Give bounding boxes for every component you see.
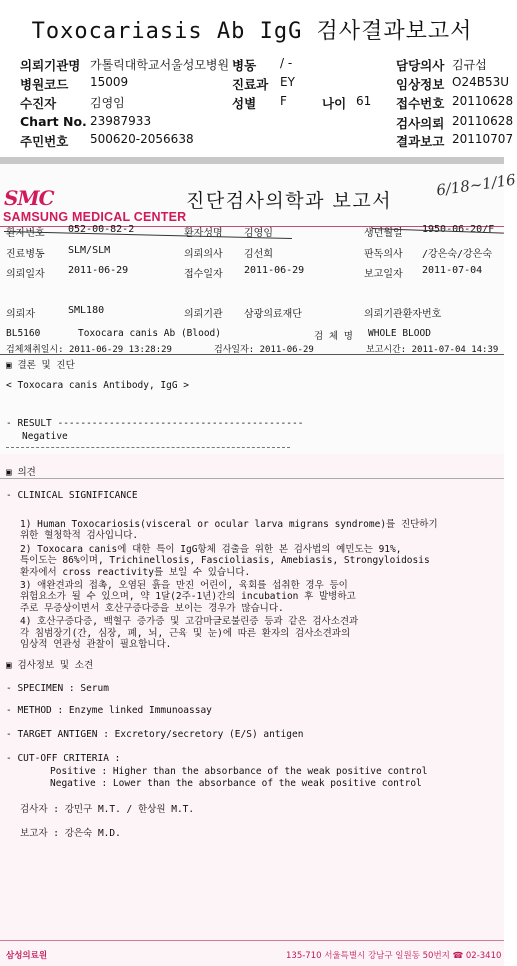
clinical-item-line: 주로 무증상이면서 호산구증다증을 보이는 경우가 많습니다.	[20, 602, 284, 614]
summary-value: 김영임	[90, 96, 125, 110]
footer-rule	[0, 940, 504, 941]
section-info: ▣ 검사정보 및 소견	[6, 660, 94, 671]
clinical-significance: - CLINICAL SIGNIFICANCE	[6, 490, 138, 501]
tester-line: 검사자 : 강민구 M.T. / 한상원 M.T.	[20, 804, 195, 815]
antibody-title: < Toxocara canis Antibody, IgG >	[6, 380, 190, 391]
patient-id-label: 환자번호	[6, 228, 45, 239]
ward-label: 진료병동	[6, 249, 45, 260]
summary-label: 접수번호	[396, 96, 445, 111]
summary-value: F	[280, 94, 287, 108]
target-line: - TARGET ANTIGEN : Excretory/secretory (E/S) antigen	[6, 729, 304, 740]
section-opinion: ▣ 의견	[6, 467, 36, 478]
specimen-line: - SPECIMEN : Serum	[6, 683, 109, 694]
receipt-date: 2011-06-29	[244, 265, 305, 276]
institution-label: 의뢰기관	[184, 309, 223, 320]
report-title: 진단검사의학과 보고서	[186, 190, 393, 212]
birthdate-label: 생년월일	[364, 228, 403, 239]
summary-value: EY	[280, 75, 295, 89]
requester-label: 의뢰자	[6, 309, 35, 320]
clinical-item-line: 4) 호산구증다증, 백혈구 증가증 및 고감마글로불린증 등과 같은 검사소견과	[20, 616, 359, 628]
handwritten-note: 6/18~1/16	[435, 170, 517, 200]
summary-value: 20110628	[452, 94, 514, 108]
doctor-label: 의뢰의사	[184, 249, 223, 260]
summary-label: 병원코드	[20, 77, 69, 92]
clinical-item-line: 위험요소가 될 수 있으며, 약 1달(2주-1년)간의 incubation 후 발병하고	[20, 591, 356, 603]
summary-value: 23987933	[90, 114, 152, 128]
rule	[0, 478, 504, 479]
hospital-name: SAMSUNG MEDICAL CENTER	[3, 210, 187, 224]
summary-value: 15009	[90, 75, 129, 89]
institution: 삼광의료재단	[244, 309, 302, 320]
summary-label: Chart No.	[20, 114, 87, 129]
test-name: Toxocara canis Ab (Blood)	[78, 328, 221, 339]
summary-label: 검사의뢰	[396, 116, 445, 131]
patient-id: 052-00-82-2	[68, 224, 135, 235]
clinical-item-line: 2) Toxocara canis에 대한 특이 IgG항체 검출을 위한 본 검사법의 예민도는 91%,	[20, 543, 402, 555]
method-line: - METHOD : Enzyme linked Immunoassay	[6, 705, 212, 716]
reader: /강은숙/강은숙	[422, 249, 493, 260]
summary-label: 담당의사	[396, 58, 445, 73]
test-code: BL5160	[6, 328, 41, 339]
summary-value: 김규섭	[452, 58, 487, 72]
birthdate: 1950-06-20/F	[422, 224, 495, 235]
rule	[6, 447, 290, 448]
summary-value: O24B53U	[452, 75, 509, 89]
test-date: 검사일자: 2011-06-29	[214, 345, 314, 355]
summary-label: 임상정보	[396, 77, 445, 92]
doctor: 김선희	[244, 249, 273, 260]
page-title: Toxocariasis Ab IgG 검사결과보고서	[31, 19, 473, 44]
rule	[0, 354, 504, 355]
report-date: 2011-07-04	[422, 265, 483, 276]
summary-value: 500620-2056638	[90, 132, 194, 146]
result-value: Negative	[22, 431, 68, 442]
summary-label: 수진자	[20, 96, 57, 111]
patient-name-label: 환자성명	[184, 228, 223, 239]
negative-criteria: Negative : Lower than the absorbance of the weak positive control	[50, 778, 422, 789]
clinical-item-line: 3) 애완견과의 접촉, 오염된 흙을 만진 어린이, 육회를 섭취한 경우 등이	[20, 580, 348, 591]
section-conclusion: ▣ 결론 및 진단	[6, 360, 75, 371]
summary-value: / -	[280, 56, 293, 70]
report-date-label: 보고일자	[364, 269, 403, 280]
patient-name: 김영임	[244, 228, 273, 239]
cutoff-line: - CUT-OFF CRITERIA :	[6, 753, 121, 764]
specimen-label: 검 체 명	[314, 331, 353, 342]
institution-patient-no-label: 의뢰기관환자번호	[364, 309, 442, 320]
footer-hospital: 삼성의료원	[6, 951, 48, 961]
summary-header	[0, 0, 514, 156]
clinical-item-line: 환자에서 cross reactivity를 보일 수 있습니다.	[20, 566, 251, 578]
summary-label: 성별	[232, 96, 257, 111]
divider	[0, 157, 504, 164]
positive-criteria: Positive : Higher than the absorbance of the weak positive control	[50, 766, 428, 777]
clinical-item-line: 위한 혈청학적 검사입니다.	[20, 530, 139, 542]
reporter-line: 보고자 : 강은숙 M.D.	[20, 828, 121, 839]
summary-label: 의뢰기관명	[20, 58, 81, 73]
lab-report	[0, 164, 517, 966]
smc-logo: SMC	[4, 186, 54, 210]
summary-label: 병동	[232, 58, 257, 73]
clinical-item-line: 임상적 연관성 관찰이 필요합니다.	[20, 639, 172, 650]
collect-time: 검체채취일시: 2011-06-29 13:28:29	[6, 345, 172, 355]
footer-address: 135-710 서울특별시 강남구 일원동 50번지 ☎ 02-3410	[286, 951, 502, 961]
ward: SLM/SLM	[68, 245, 111, 256]
summary-label: 나이	[322, 96, 347, 111]
clinical-item-line: 각 침범장기(간, 심장, 폐, 뇌, 근육 및 눈)에 따른 환자의 검사소견과의	[20, 627, 351, 639]
summary-label: 진료과	[232, 77, 269, 92]
receipt-date-label: 접수일자	[184, 269, 223, 280]
summary-label: 주민번호	[20, 134, 69, 149]
summary-value: 61	[356, 94, 372, 108]
clinical-item-line: 1) Human Toxocariosis(visceral or ocular larva migrans syndrome)를 진단하기	[20, 519, 438, 530]
specimen-name: WHOLE BLOOD	[368, 328, 431, 339]
requester: SML180	[68, 305, 105, 316]
reader-label: 판독의사	[364, 249, 403, 260]
summary-value: 가톨릭대학교서울성모병원	[90, 58, 230, 72]
summary-value: 20110707	[452, 132, 514, 146]
clinical-item-line: 특이도는 86%이며, Trichinellosis, Fascioliasis, Amebiasis, Strongyloidosis	[20, 555, 430, 567]
summary-value: 20110628	[452, 114, 514, 128]
request-date: 2011-06-29	[68, 265, 129, 276]
report-time: 보고시간: 2011-07-04 14:39	[366, 345, 499, 355]
request-date-label: 의뢰일자	[6, 269, 45, 280]
summary-label: 결과보고	[396, 134, 445, 149]
result-label: - RESULT -------------------------------------------	[6, 418, 304, 429]
